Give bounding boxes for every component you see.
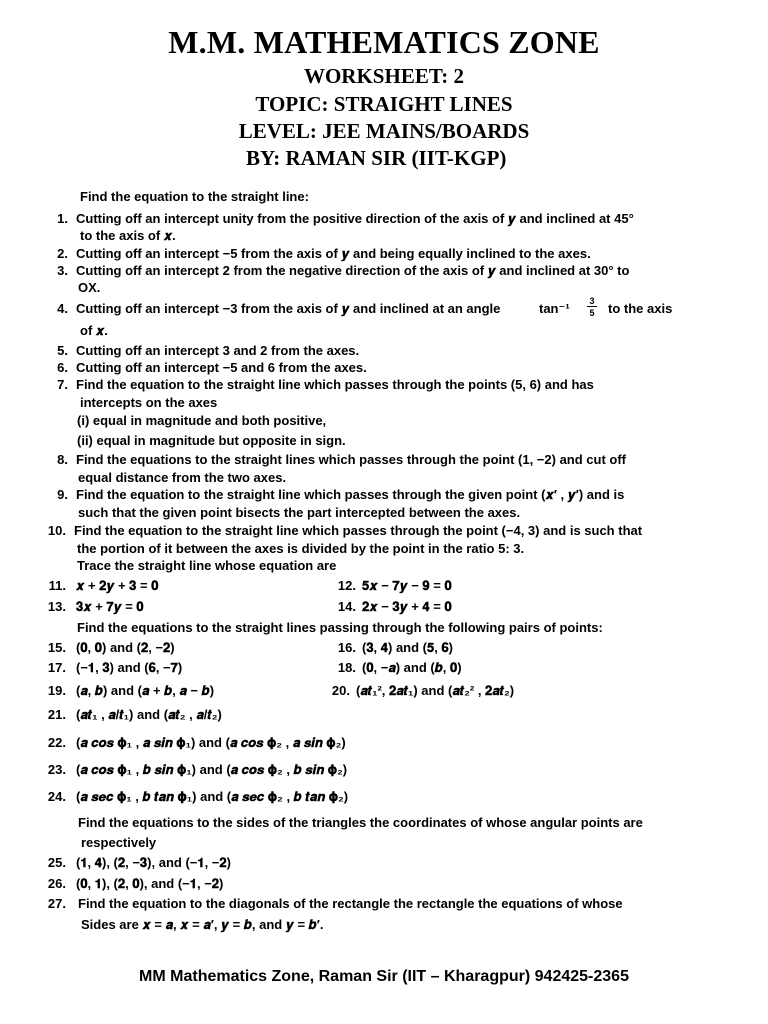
question-number: 8. [57,452,68,467]
question-text: Find the equations to the straight lines which passes through the point (1, −2) and cut off [76,452,626,467]
question-text: Cutting off an intercept −5 and 6 from the axes. [76,360,367,375]
question-text: Find the equation to the straight line which passes through the given point (𝒙′ , 𝒚′) and is [76,487,625,502]
question-number: 22. [47,735,66,750]
question-text: such that the given point bisects the part intercepted between the axes. [78,505,521,520]
question-text: Find the equation to the straight line which passes through the point (−4, 3) and is such that [74,523,643,538]
question-number: 17. [47,660,66,675]
question-number: 11. [48,578,66,593]
point-pair: (−𝟏, 𝟑) and (𝟔, −𝟕) [76,660,183,675]
question-number: 25. [47,855,66,870]
section-instruction: Find the equations to the straight lines passing through the following pairs of points: [77,620,603,635]
point-pair: (𝟎, −𝒂) and (𝒃, 𝟎) [362,660,462,675]
question-number: 7. [57,377,68,392]
point-pair: (𝒂𝒕₁ , 𝒂/𝒕₁) and (𝒂𝒕₂ , 𝒂/𝒕₂) [76,707,222,722]
point-pair: (𝒂, 𝒃) and (𝒂 + 𝒃, 𝒂 − 𝒃) [76,683,215,698]
question-text: Cutting off an intercept 3 and 2 from the axes. [76,343,360,358]
page-title: M.M. MATHEMATICS ZONE [168,24,600,60]
question-text: Find the equation to the straight line which passes through the points (5, 6) and has [76,377,594,392]
page-footer: MM Mathematics Zone, Raman Sir (IIT – Kharagpur) 942425-2365 [139,968,629,985]
section-instruction: Find the equations to the sides of the triangles the coordinates of whose angular points are [78,815,643,830]
question-text: Cutting off an intercept unity from the positive direction of the axis of 𝒚 and inclined at 45° [76,211,634,226]
level-line: LEVEL: JEE MAINS/BOARDS [238,119,530,143]
question-number: 23. [47,762,66,777]
question-subpart: (ii) equal in magnitude but opposite in sign. [77,433,346,448]
question-number: 16. [337,640,356,655]
point-pair: (𝒂 𝒄𝒐𝒔 𝛟₁ , 𝒃 𝒔𝒊𝒏 𝛟₁) and (𝒂 𝒄𝒐𝒔 𝛟₂ , 𝒃 𝒔𝒊𝒏 𝛟₂) [76,762,348,777]
question-text: equal distance from the two axes. [78,470,287,485]
fraction-denominator: 5 [589,308,595,318]
intro-text: Find the equation to the straight line: [80,189,309,204]
question-number: 20. [331,683,350,698]
question-number: 14. [337,599,356,614]
point-pair: (𝒂𝒕₁², 𝟐𝒂𝒕₁) and (𝒂𝒕₂² , 𝟐𝒂𝒕₂) [356,683,515,698]
question-text: to the axis [608,301,673,316]
question-text: of 𝒙. [80,323,108,338]
question-number: 4. [57,301,68,316]
point-pair: (𝒂 𝒔𝒆𝒄 𝛟₁ , 𝒃 𝒕𝒂𝒏 𝛟₁) and (𝒂 𝒔𝒆𝒄 𝛟₂ , 𝒃 𝒕𝒂𝒏 𝛟₂) [76,789,349,804]
question-number: 9. [57,487,68,502]
question-number: 1. [57,211,68,226]
question-number: 26. [47,876,66,891]
question-number: 10. [47,523,66,538]
question-number: 18. [337,660,356,675]
question-text: Cutting off an intercept −5 from the axis of 𝒚 and being equally inclined to the axes. [76,246,591,261]
question-text: Sides are 𝒙 = 𝒂, 𝒙 = 𝒂′, 𝒚 = 𝒃, and 𝒚 = 𝒃′. [81,917,324,932]
question-number: 12. [337,578,356,593]
question-number: 27. [47,896,66,911]
equation: 𝟑𝒙 + 𝟕𝒚 = 𝟎 [76,599,144,614]
question-number: 19. [47,683,66,698]
question-text: Cutting off an intercept 2 from the negative direction of the axis of 𝒚 and inclined at 30° to [76,263,630,278]
question-text: Find the equation to the diagonals of the rectangle the rectangle the equations of whose [78,896,623,911]
equation: 𝟓𝒙 − 𝟕𝒚 − 𝟗 = 𝟎 [362,578,452,593]
question-text: to the axis of 𝒙. [80,228,176,243]
point-pair: (𝟑, 𝟒) and (𝟓, 𝟔) [362,640,454,655]
question-text: OX. [78,280,101,295]
question-number: 15. [47,640,66,655]
question-number: 6. [57,360,68,375]
point-triple: (𝟎, 𝟏), (𝟐, 𝟎), and (−𝟏, −𝟐) [76,876,224,891]
point-pair: (𝟎, 𝟎) and (𝟐, −𝟐) [76,640,175,655]
inverse-tan-symbol: tan⁻¹ [539,301,570,316]
question-number: 13. [47,599,66,614]
equation: 𝒙 + 𝟐𝒚 + 𝟑 = 𝟎 [76,578,159,593]
equation: 𝟐𝒙 − 𝟑𝒚 + 𝟒 = 𝟎 [362,599,452,614]
point-pair: (𝒂 𝒄𝒐𝒔 𝛟₁ , 𝒂 𝒔𝒊𝒏 𝛟₁) and (𝒂 𝒄𝒐𝒔 𝛟₂ , 𝒂 𝒔𝒊𝒏 𝛟₂) [76,735,346,750]
fraction-numerator: 3 [587,296,597,307]
section-instruction: Trace the straight line whose equation are [77,558,337,573]
point-triple: (𝟏, 𝟒), (𝟐, −𝟑), and (−𝟏, −𝟐) [76,855,231,870]
question-number: 5. [57,343,68,358]
question-number: 21. [47,707,66,722]
topic-line: TOPIC: STRAIGHT LINES [255,92,513,116]
question-number: 24. [47,789,66,804]
question-number: 2. [57,246,68,261]
question-number: 3. [57,263,68,278]
question-subpart: (i) equal in magnitude and both positive, [77,413,327,428]
question-text: the portion of it between the axes is divided by the point in the ratio 5: 3. [77,541,525,556]
worksheet-number: WORKSHEET: 2 [303,64,465,88]
question-text: intercepts on the axes [80,395,218,410]
author-line: BY: RAMAN SIR (IIT-KGP) [246,146,507,170]
question-text: Cutting off an intercept −3 from the axis of 𝒚 and inclined at an angle [76,301,501,316]
section-instruction: respectively [81,835,157,850]
